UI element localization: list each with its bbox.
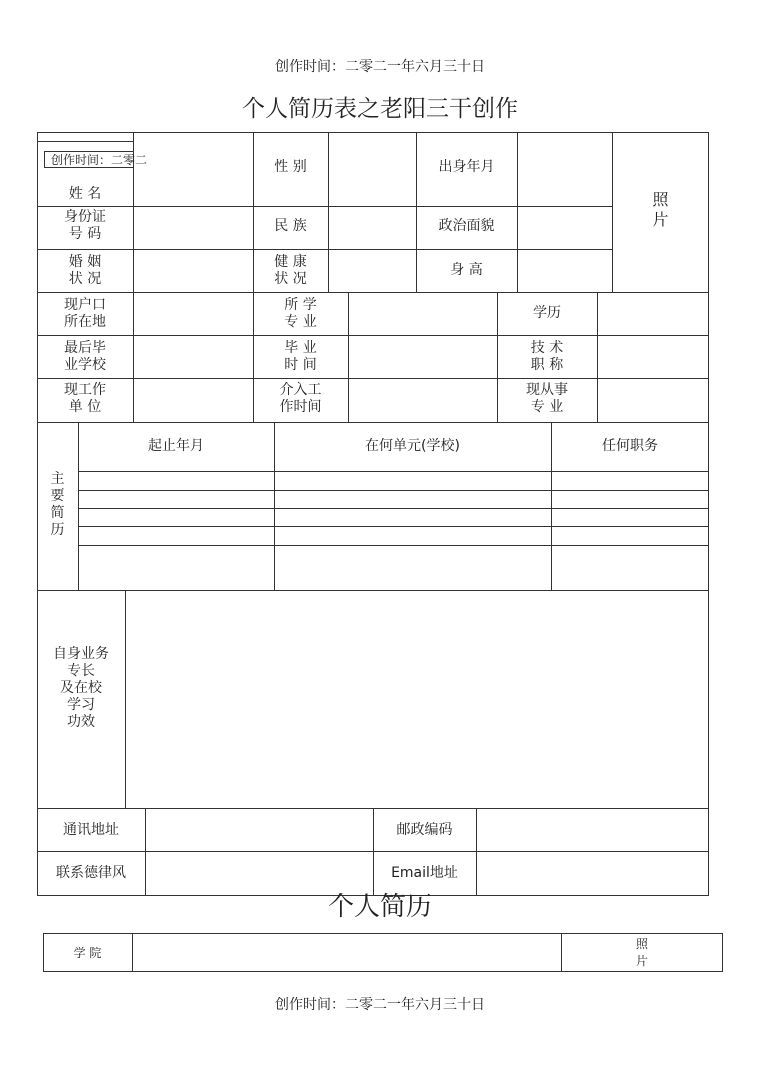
creation-time-footer: 创作时间：二零二一年六月三十日	[275, 997, 485, 1013]
phone-label: 联系德律风	[56, 865, 126, 881]
position-column-header: 任何职务	[602, 438, 658, 454]
gender-label: 性 别	[274, 159, 307, 175]
id-number-label: 身份证 号 码	[64, 209, 106, 242]
resume-row-line	[78, 545, 709, 546]
row-line	[37, 249, 612, 250]
col-line	[133, 292, 134, 422]
resume-row-line	[78, 490, 709, 491]
resume-form	[37, 132, 709, 896]
technical-title-label: 技 术 职 称	[530, 340, 564, 373]
major-label: 所 学 专 业	[284, 297, 317, 330]
hukou-location-label: 现户口 所在地	[64, 297, 106, 330]
col-line	[597, 292, 598, 422]
col-line	[476, 808, 477, 896]
ethnicity-label: 民 族	[274, 218, 307, 234]
current-major-label: 现从事 专 业	[526, 382, 568, 415]
resume-row-line	[78, 526, 709, 527]
work-start-time-label: 介入工 作时间	[279, 382, 322, 415]
postcode-label: 邮政编码	[396, 822, 453, 838]
form-title: 个人简历表之老阳三干创作	[242, 96, 518, 122]
second-form-title: 个人简历	[327, 892, 432, 922]
work-unit-label: 现工作 单 位	[64, 382, 106, 415]
row-line	[37, 378, 709, 379]
graduation-time-label: 毕 业 时 间	[284, 340, 317, 373]
period-column-header: 起止年月	[148, 438, 204, 454]
address-label: 通讯地址	[63, 822, 119, 838]
graduate-school-label: 最后毕 业学校	[64, 340, 106, 373]
resume-row-line	[78, 508, 709, 509]
skills-label: 自身业务 专长 及在校 学习 功效	[53, 646, 109, 730]
email-label: Email地址	[391, 865, 458, 881]
row-line	[37, 206, 612, 207]
marital-status-label: 婚 姻 状 况	[68, 254, 102, 287]
second-photo-label: 照 片	[635, 937, 648, 968]
col-line	[145, 808, 146, 896]
birth-date-label: 出身年月	[438, 159, 495, 175]
education-label: 学历	[533, 305, 561, 321]
health-status-label: 健 康 状 况	[274, 254, 307, 287]
college-label: 学 院	[73, 946, 102, 960]
row-line	[37, 422, 709, 423]
row-line	[37, 292, 709, 293]
col-line	[132, 933, 133, 972]
unit-column-header: 在何单元(学校)	[365, 438, 460, 454]
col-line	[517, 132, 518, 292]
creation-time-header: 创作时间：二零二一年六月三十日	[275, 59, 485, 75]
col-line	[125, 590, 126, 808]
creation-time-stamp: 创作时间：二零二	[44, 151, 134, 168]
political-status-label: 政治面貌	[438, 218, 495, 234]
col-line	[348, 292, 349, 422]
row-line	[37, 141, 133, 142]
col-line	[328, 132, 329, 292]
name-label: 姓 名	[68, 186, 102, 202]
resume-row-line	[78, 471, 709, 472]
photo-label: 照 片	[652, 190, 669, 229]
row-line	[37, 590, 709, 591]
main-resume-label: 主 要 简 历	[50, 471, 65, 538]
height-label: 身 高	[450, 262, 483, 278]
row-line	[37, 335, 709, 336]
